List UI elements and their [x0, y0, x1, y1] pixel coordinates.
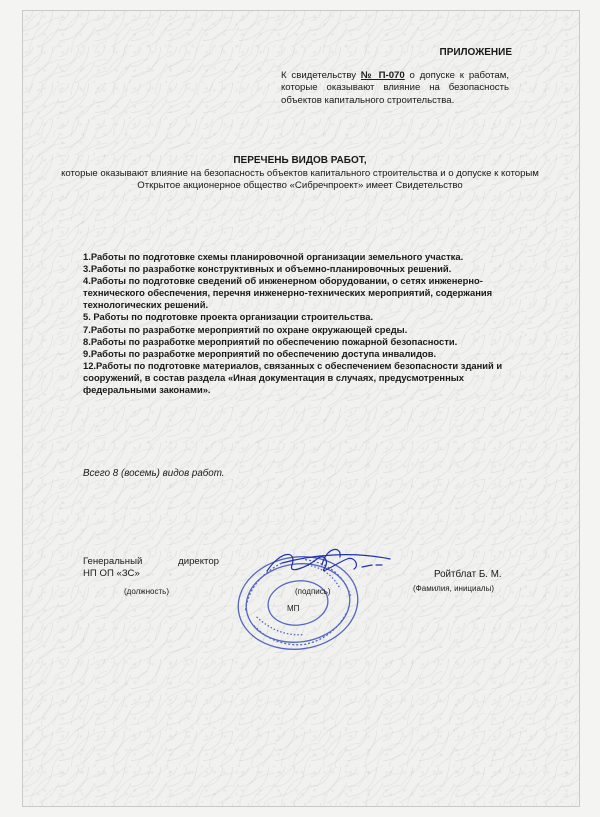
work-item: 9.Работы по разработке мероприятий по обеспечению доступа инвалидов.	[83, 347, 437, 359]
work-item: 4.Работы по подготовке сведений об инженерном оборудовании, о сетях инженерно-технического обеспечения, перечня инженерно-технических мероприятий, содержания технологических решений.	[83, 275, 493, 311]
works-total: Всего 8 (восемь) видов работ.	[83, 468, 225, 479]
name-caption: (Фамилия, инициалы)	[413, 584, 495, 593]
work-item: 7.Работы по разработке мероприятий по охране окружающей среды.	[83, 323, 408, 335]
work-item: 8.Работы по разработке мероприятий по обеспечению пожарной безопасности.	[83, 335, 458, 347]
director-position	[83, 556, 219, 581]
appendix-title: ПРИЛОЖЕНИЕ	[439, 47, 512, 58]
works-list	[83, 251, 513, 396]
certificate-number: № П-070	[360, 70, 405, 81]
position-word-2: директор	[178, 556, 219, 567]
signature-caption: (подпись)	[295, 587, 331, 596]
list-title: ПЕРЕЧЕНЬ ВИДОВ РАБОТ,	[233, 155, 367, 166]
list-subtitle: которые оказывают влияние на безопасность объектов капитального строительства и о допуске к которым Открытое акционерное общество «Сибречпроект» имеет Свидетельство	[61, 168, 539, 192]
stamp-place-caption: МП	[287, 604, 300, 613]
work-item: 3.Работы по разработке конструктивных и объемно-планировочных решений.	[83, 263, 452, 275]
appendix-prefix: К свидетельству	[281, 70, 361, 81]
security-pattern-background	[22, 10, 580, 807]
work-item: 12.Работы по подготовке материалов, связанных с обеспечением безопасности зданий и сооружений, в состав раздела «Иная документация в случаях, предусмотренных федеральными законами».	[83, 359, 503, 396]
position-word-1: Генеральный	[83, 556, 143, 567]
handwritten-signature-icon	[262, 541, 397, 589]
position-caption: (должность)	[124, 587, 169, 596]
work-item: 5. Работы по подготовке проекта организации строительства.	[83, 311, 374, 323]
appendix-body-text: о допуске к работам, которые оказывают влияние на безопасность объектов капитального строительства.	[281, 70, 509, 106]
appendix-reference	[281, 70, 509, 107]
work-item: 1.Работы по подготовке схемы планировочной организации земельного участка.	[83, 251, 464, 262]
signatory-name: Ройтблат Б. М.	[434, 569, 502, 580]
organization-name: НП ОП «ЗС»	[83, 568, 140, 580]
